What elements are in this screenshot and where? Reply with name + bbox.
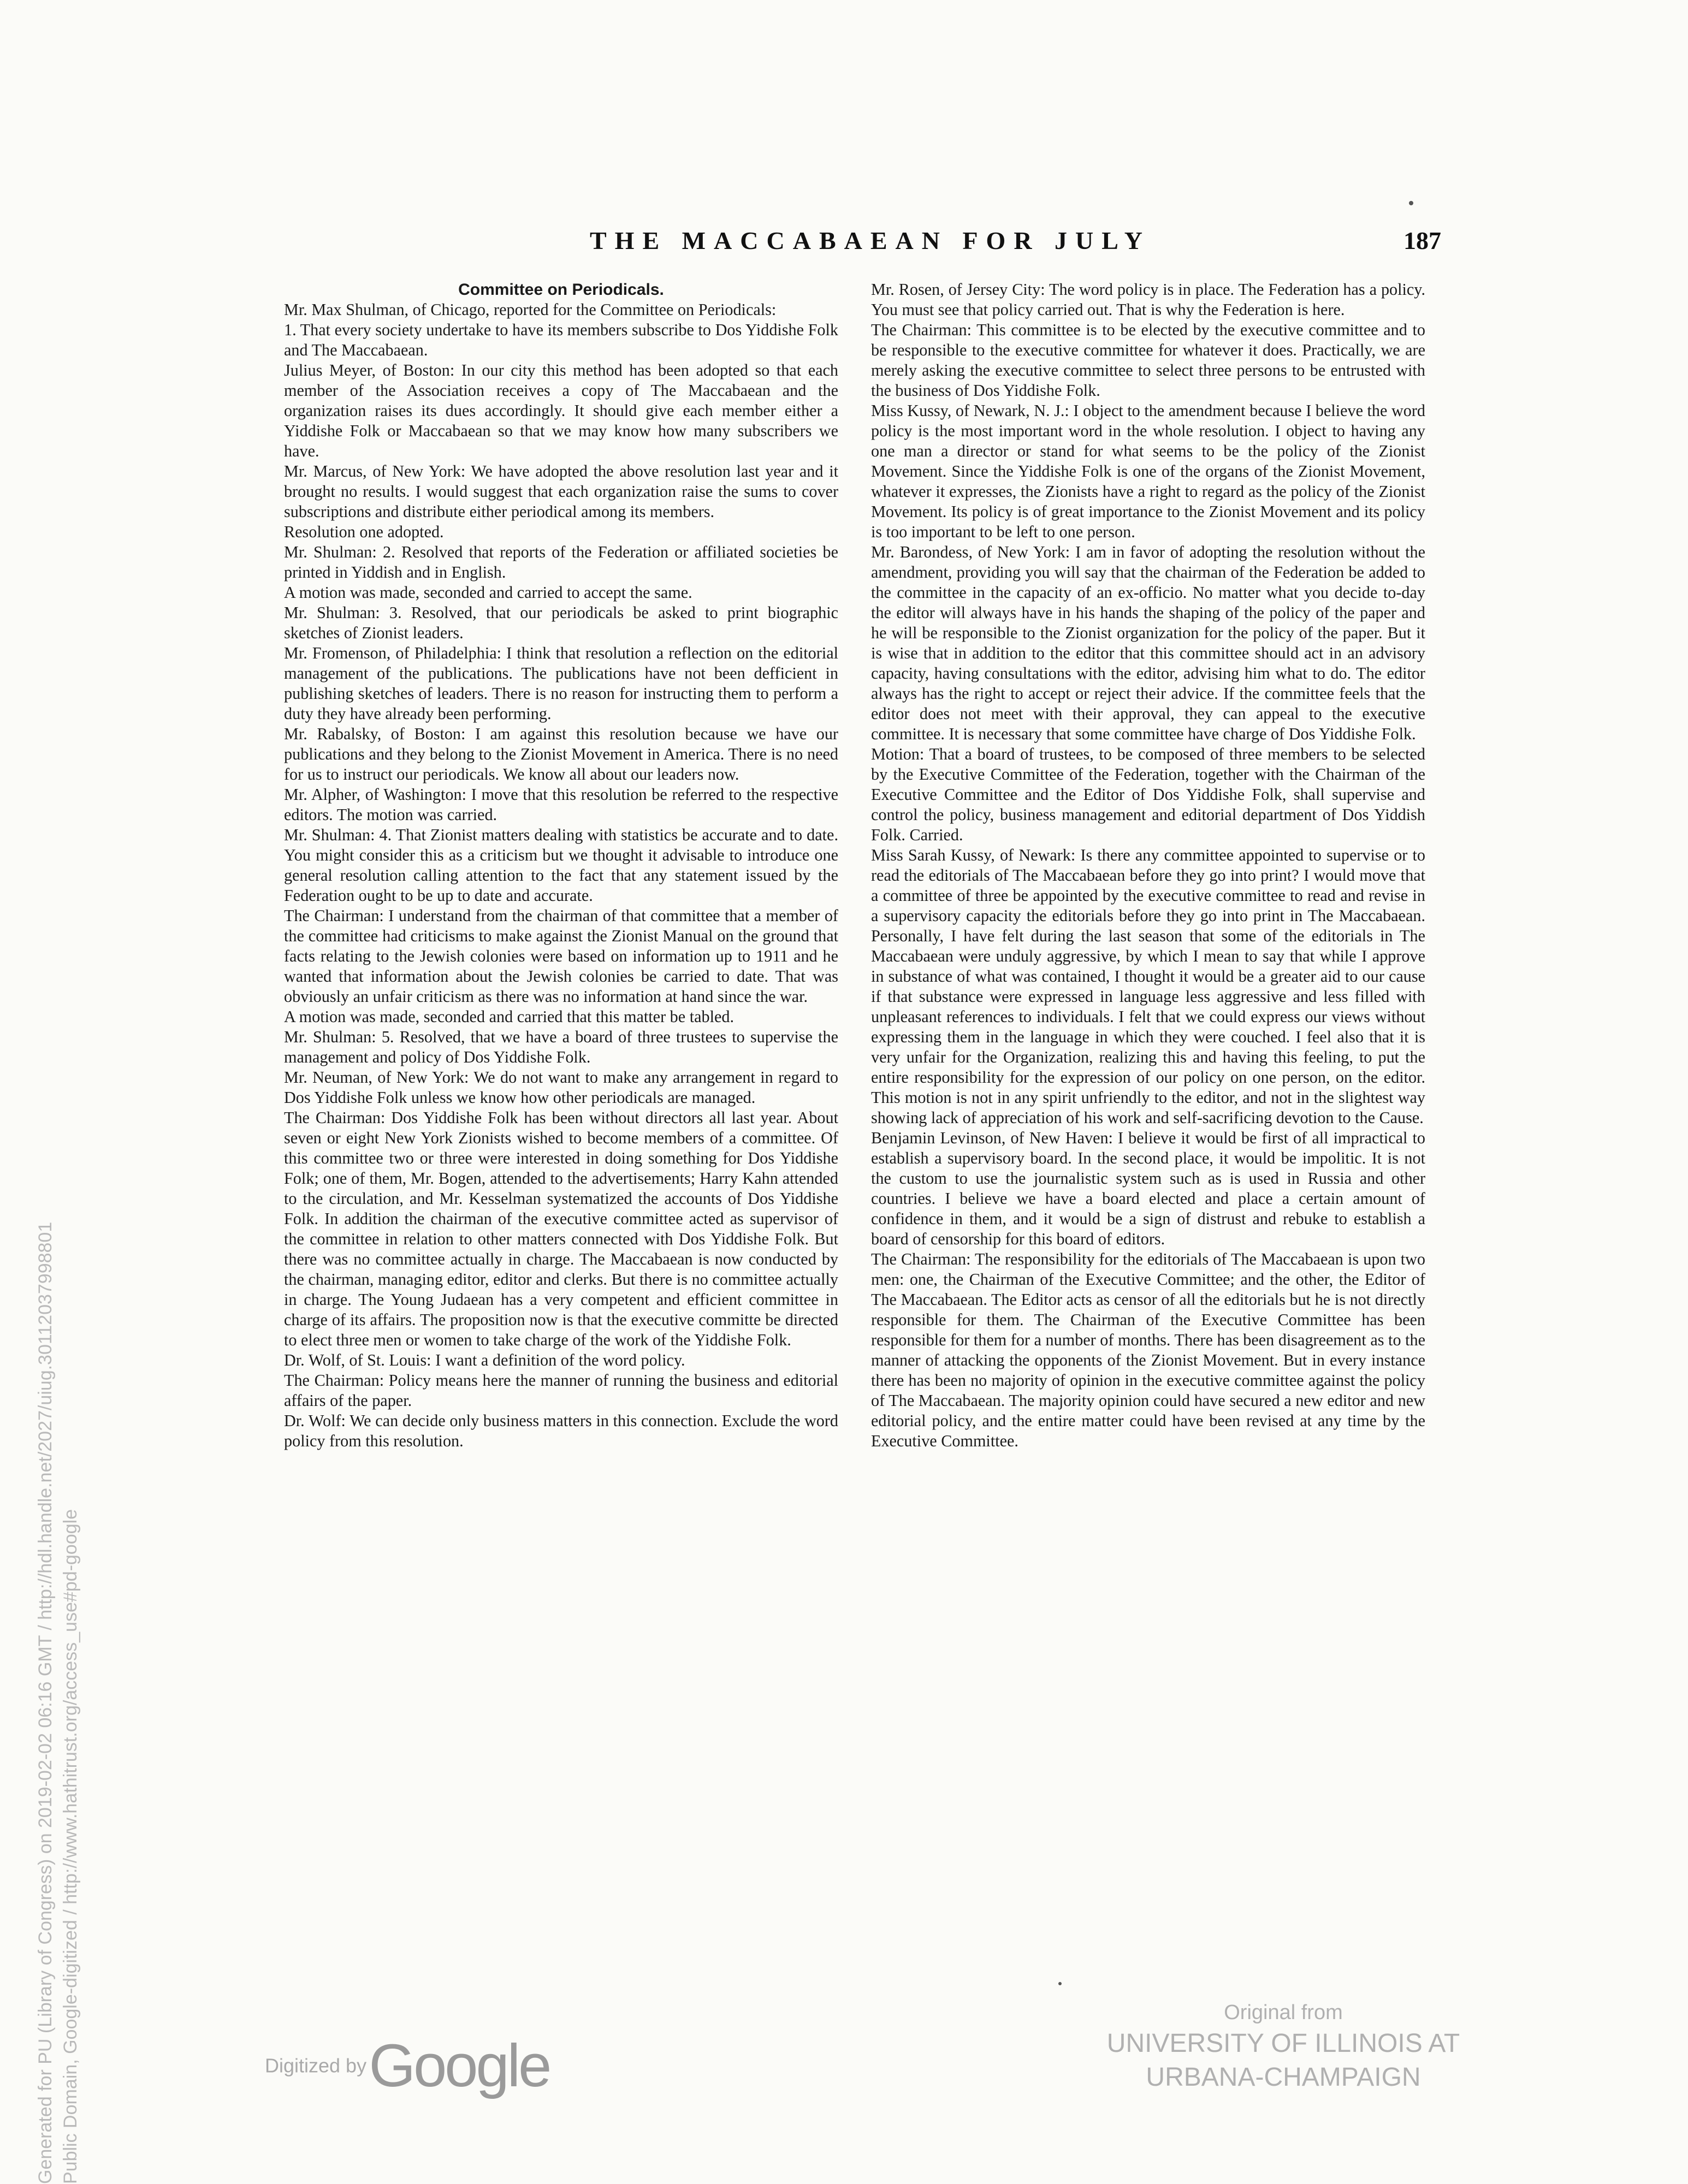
digitized-by-google	[265, 2031, 549, 2100]
left-column	[284, 280, 838, 1451]
paragraph: Mr. Marcus, of New York: We have adopted the above resolution last year and it brought no results. I would suggest that each organization raise the sums to cover subscriptions and distribute either periodical among its members.	[284, 462, 838, 521]
paragraph: Mr. Shulman: 2. Resolved that reports of the Federation or affiliated societies be printed in Yiddish and in English.	[284, 543, 838, 581]
institution-line-2: URBANA-CHAMPAIGN	[1146, 2063, 1421, 2092]
running-title: THE MACCABAEAN FOR JULY	[590, 227, 1151, 254]
paragraph: Mr. Neuman, of New York: We do not want to make any arrangement in regard to Dos Yiddishe Folk unless we know how other periodicals are managed.	[284, 1068, 838, 1107]
paragraph: Dr. Wolf, of St. Louis: I want a definition of the word policy.	[284, 1351, 685, 1369]
paragraph: Motion: That a board of trustees, to be composed of three members to be selected by the Executive Committee of the Federation, together with the Chairman of the Executive Committee and the Editor of Dos Yiddishe Folk, shall supervise and control the policy, business management and editorial department of Dos Yiddish Folk. Carried.	[871, 745, 1425, 844]
paragraph: Mr. Alpher, of Washington: I move that this resolution be referred to the respective editors. The motion was carried.	[284, 785, 838, 824]
paragraph: The Chairman: Policy means here the manner of running the business and editorial affairs of the paper.	[284, 1371, 838, 1410]
paragraph: The Chairman: The responsibility for the editorials of The Maccabaean is upon two men: one, the Chairman of the Executive Committee; and the other, the Editor of The Maccabaean. The Editor acts as censor of all the editorials but he is not directly responsible for them. The Chairman of the Executive Committee has been responsible for them for a number of months. There has been disagreement as to the manner of attacking the opponents of the Zionist Movement. But in every instance there has been no majority of opinion in the executive committee against the policy of The Maccabaean. The majority opinion could have secured a new editor and new editorial policy, and the entire matter could have been revised at any time by the Executive Committee.	[871, 1250, 1425, 1450]
paragraph: Benjamin Levinson, of New Haven: I believe it would be first of all impractical to establish a supervisory board. In the second place, it would be impolitic. It is not the custom to use the journalistic system such as is used in Russia and other countries. I believe we have a board elected and place a certain amount of confidence in them, and it would be a sign of distrust and rebuke to establish a board of censorship for this board of editors.	[871, 1129, 1425, 1248]
paragraph: Miss Sarah Kussy, of Newark: Is there any committee appointed to supervise or to read the editorials of The Maccabaean before they go into print? I would move that a committee of three be appointed by the executive committee to read and revise in a supervisory capacity the editorials before they go into print in The Maccabaean. Personally, I have felt during the last season that some of the editorials in The Maccabaean were unduly aggressive, by which I mean to say that while I approve in substance of what was contained, I thought it would be a greater aid to our cause if that substance were expressed in language less aggressive and less filled with unpleasant references to individuals. I felt that we could express our views without expressing them in the language in which they were couched. I feel also that it is very unfair for the Organization, realizing this and having this feeling, to put the entire responsibility for the expression of our policy on one person, on the editor. This motion is not in any spirit unfriendly to the editor, and not in the slightest way showing lack of appreciation of his work and self-sacrificing devotion to the Cause.	[871, 846, 1425, 1127]
digitized-by-label: Digitized by	[265, 2054, 367, 2077]
print-speck	[1409, 201, 1413, 205]
original-from-label: Original from	[1224, 2001, 1343, 2024]
print-speck	[1058, 1982, 1062, 1985]
paragraph: Mr. Max Shulman, of Chicago, reported for the Committee on Periodicals:	[284, 300, 777, 319]
paragraph: Miss Kussy, of Newark, N. J.: I object to the amendment because I believe the word policy is the most important word in the whole resolution. I object to having any one man a director or stand for what seems to be the policy of the Zionist Movement. Since the Yiddishe Folk is one of the organs of the Zionist Movement, whatever it expresses, the Zionists have a right to regard as the policy of the Zionist Movement. Its policy is of great importance to the Zionist Movement and its policy is too important to be left to one person.	[871, 401, 1425, 541]
hathitrust-watermark	[33, 1222, 83, 2184]
right-column	[871, 280, 1425, 1451]
google-logo: Google	[369, 2032, 550, 2099]
paragraph: Dr. Wolf: We can decide only business matters in this connection. Exclude the word policy from this resolution.	[284, 1411, 838, 1450]
paragraph: Mr. Shulman: 3. Resolved, that our periodicals be asked to print biographic sketches of Zionist leaders.	[284, 603, 838, 642]
original-from-block	[1038, 1998, 1529, 2094]
paragraph: Julius Meyer, of Boston: In our city this method has been adopted so that each member of the Association receives a copy of The Maccabaean and the organization raises its dues accordingly. It should give each member either a Yiddishe Folk or Maccabaean so that we may know how many subscribers we have.	[284, 361, 838, 460]
paragraph: The Chairman: This committee is to be elected by the executive committee and to be responsible to the executive committee for whatever it does. Practically, we are merely asking the executive committee to select three persons to be entrusted with the business of Dos Yiddishe Folk.	[871, 321, 1425, 400]
institution-line-1: UNIVERSITY OF ILLINOIS AT	[1106, 2029, 1460, 2058]
paragraph: Resolution one adopted.	[284, 523, 444, 541]
paragraph: Mr. Rosen, of Jersey City: The word policy is in place. The Federation has a policy. You must see that policy carried out. That is why the Federation is here.	[871, 280, 1425, 319]
paragraph: Mr. Barondess, of New York: I am in favor of adopting the resolution without the amendment, providing you will say that the chairman of the Federation be added to the committee in the capacity of an ex-officio. No matter what you decide to-day the editor will always have in his hands the shaping of the policy of the paper and he will be responsible to the Zionist organization for the policy of the paper. But it is wise that in addition to the editor that this committee should act in an advisory capacity, having consultations with the editor, advising him what to do. The editor always has the right to accept or reject their advice. If the committee feels that the editor does not meet with their approval, they can appeal to the executive committee. It is necessary that some committee have charge of Dos Yiddishe Folk.	[871, 543, 1425, 743]
paragraph: Mr. Shulman: 5. Resolved, that we have a board of three trustees to supervise the management and policy of Dos Yiddishe Folk.	[284, 1028, 838, 1066]
paragraph: A motion was made, seconded and carried that this matter be tabled.	[284, 1007, 735, 1026]
paragraph: 1. That every society undertake to have its members subscribe to Dos Yiddishe Folk and The Maccabaean.	[284, 321, 838, 359]
watermark-line-2: Public Domain, Google-digitized / http://www.hathitrust.org/access_use#pd-google	[60, 1509, 81, 2184]
paragraph: A motion was made, seconded and carried to accept the same.	[284, 583, 692, 602]
paragraph: The Chairman: Dos Yiddishe Folk has been without directors all last year. About seven or eight New York Zionists wished to become members of a committee. Of this committee two or three were interested in doing something for Dos Yiddishe Folk; one of them, Mr. Bogen, attended to the advertisements; Harry Kahn attended to the circulation, and Mr. Kesselman systematized the accounts of Dos Yiddishe Folk. In addition the chairman of the executive committee acted as supervisor of the committee in relation to other matters connected with Dos Yiddishe Folk. But there was no committee actually in charge. The Maccabaean is now conducted by the chairman, managing editor, editor and clerks. But there is no committee actually in charge. The Young Judaean has a very competent and efficient committee in charge of its affairs. The proposition now is that the executive committe be directed to elect three men or women to take charge of the work of the Yiddishe Folk.	[284, 1108, 838, 1349]
paragraph: The Chairman: I understand from the chairman of that committee that a member of the committee had criticisms to make against the Zionist Manual on the ground that facts relating to the Jewish colonies were based on information up to 1911 and he wanted that information about the Jewish colonies be carried to date. That was obviously an unfair criticism as there was no information at hand since the war.	[284, 906, 838, 1006]
paragraph: Mr. Rabalsky, of Boston: I am against this resolution because we have our publications and they belong to the Zionist Movement in America. There is no need for us to instruct our periodicals. We know all about our leaders now.	[284, 725, 838, 784]
page-number: 187	[1403, 227, 1441, 254]
watermark-line-1: Generated for PU (Library of Congress) on 2019-02-02 06:16 GMT / http://hdl.handle.net/2027/uiug.30112037998801	[35, 1221, 56, 2184]
section-title: Committee on Periodicals.	[458, 281, 664, 299]
paragraph: Mr. Fromenson, of Philadelphia: I think that resolution a reflection on the editorial management of the publications. The publications have not been defficient in publishing sketches of leaders. There is no reason for instructing them to perform a duty they have already been performing.	[284, 644, 838, 723]
paragraph: Mr. Shulman: 4. That Zionist matters dealing with statistics be accurate and to date. You might consider this as a criticism but we thought it advisable to introduce one general resolution calling attention to the fact that any statement issued by the Federation ought to be up to date and accurate.	[284, 826, 838, 905]
